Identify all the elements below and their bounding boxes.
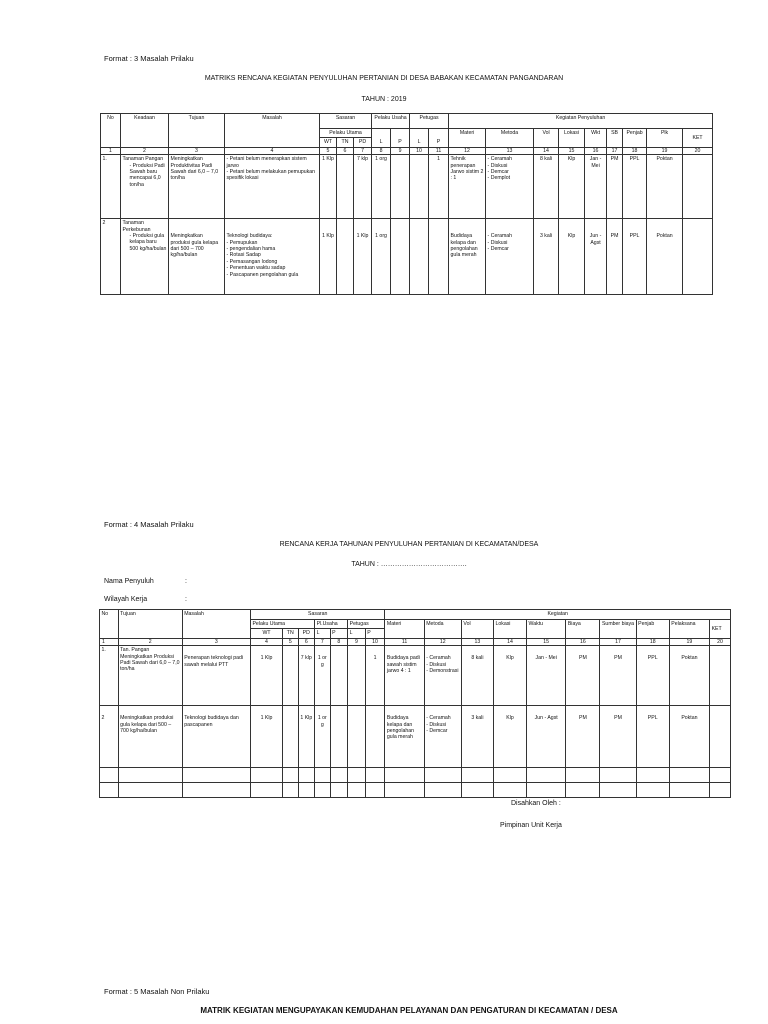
col-num: 14 — [534, 147, 559, 154]
col-num: 9 — [391, 147, 410, 154]
format-label-5: Format : 5 Masalah Non Prilaku — [104, 987, 210, 996]
cell-p — [391, 155, 410, 219]
cell-vol: 8 kali — [461, 646, 493, 706]
cell-plk: Poktan — [647, 219, 683, 295]
col-num: 3 — [169, 147, 225, 154]
cell-petugas-l — [410, 155, 429, 219]
cell-petugas-l — [410, 219, 429, 295]
nama-penyuluh-label: Nama Penyuluh — [104, 578, 154, 585]
cell-wkt: Jun - Agst — [585, 219, 607, 295]
cell-p — [330, 646, 348, 706]
col-num: 18 — [636, 638, 669, 645]
cell-p — [330, 706, 348, 768]
header-tn: TN — [337, 138, 354, 147]
matrik-title: MATRIK KEGIATAN MENGUPAYAKAN KEMUDAHAN PELAYANAN DAN PENGATURAN DI KECAMATAN / DESA — [200, 1006, 618, 1015]
header-metoda: Metoda — [424, 620, 461, 639]
col-num: 1 — [100, 638, 119, 645]
col-num: 2 — [121, 147, 169, 154]
header-plk: Plk — [647, 129, 683, 148]
pimpinan-unit-kerja: Pimpinan Unit Kerja — [500, 822, 562, 829]
cell-vol: 3 kali — [534, 219, 559, 295]
cell-petugas-p — [365, 706, 385, 768]
col-num: 5 — [283, 638, 299, 645]
cell-wt: 1 Klp — [320, 155, 337, 219]
cell-plk: Poktan — [647, 155, 683, 219]
cell-tn — [337, 155, 354, 219]
column-numbers-row — [101, 147, 713, 154]
cell-masalah: Teknologi budidaya dan pascapanen — [182, 706, 250, 768]
cell-no: 1. — [100, 646, 119, 706]
col-num: 8 — [330, 638, 348, 645]
matrix-year: TAHUN : 2019 — [361, 96, 407, 103]
wilayah-kerja-label: Wilayah Kerja — [104, 596, 148, 603]
cell-materi: Budidaya padi sawah sistim jarwo 4 : 1 — [385, 646, 424, 706]
header-lokasi: Lokasi — [493, 620, 526, 639]
cell-penjab: PPL — [636, 706, 669, 768]
cell-pd: 7 klp — [298, 646, 315, 706]
cell-no: 2 — [101, 219, 121, 295]
header-p: P — [330, 629, 348, 638]
header-p2: P — [429, 129, 449, 148]
format-label-3: Format : 3 Masalah Prilaku — [104, 54, 194, 63]
cell-pelaksana: Poktan — [669, 706, 709, 768]
cell-sb: PM — [607, 219, 623, 295]
header-sasaran: Sasaran — [320, 114, 372, 129]
col-num: 20 — [710, 638, 731, 645]
metoda-item: - Ceramah — [426, 715, 451, 722]
header-wt: WT — [320, 138, 337, 147]
cell-petugas-l — [348, 706, 366, 768]
col-num: 15 — [559, 147, 585, 154]
col-num: 17 — [607, 147, 623, 154]
cell-ket — [710, 706, 731, 768]
cell-metoda — [424, 646, 461, 706]
metoda-item: - Ceramah — [426, 655, 451, 662]
col-num: 19 — [669, 638, 709, 645]
col-num: 15 — [527, 638, 566, 645]
metoda-item: - Diskusi — [487, 162, 508, 169]
header-sb: SB — [607, 129, 623, 148]
col-num: 14 — [493, 638, 526, 645]
cell-materi: Budidaya kelapa dan pengolahan gula merah — [385, 706, 424, 768]
cell-petugas-p: 1 — [429, 155, 449, 219]
col-num: 10 — [365, 638, 385, 645]
header-petugas: Petugas — [410, 114, 449, 129]
cell-pd: 7 klp — [354, 155, 372, 219]
cell-metoda — [424, 706, 461, 768]
header-pl-usaha: Pl.Usaha — [315, 620, 348, 629]
format-label-4: Format : 4 Masalah Prilaku — [104, 520, 194, 529]
cell-sb: PM — [607, 155, 623, 219]
masalah-item: - Rotasi Sadap — [226, 252, 261, 259]
masalah-item: - Penentuan waktu sadap — [226, 265, 286, 272]
cell-wt: 1 Klp — [250, 646, 282, 706]
header-vol: Vol — [534, 129, 559, 148]
cell-wt: 1 Klp — [320, 219, 337, 295]
metoda-item: - Diskusi — [487, 239, 508, 246]
header-materi: Materi — [449, 129, 486, 148]
cell-p — [391, 219, 410, 295]
header-kegiatan: Kegiatan Penyuluhan — [449, 114, 713, 129]
cell-pelaksana: Poktan — [669, 646, 709, 706]
col-num: 9 — [348, 638, 366, 645]
col-num: 12 — [424, 638, 461, 645]
header-ket: KET — [710, 620, 731, 639]
header-tujuan: Tujuan — [169, 114, 225, 148]
matrix-table — [100, 113, 713, 295]
header-penjab: Penjab — [636, 620, 669, 639]
metoda-item: - Ceramah — [487, 233, 513, 240]
header-penjab: Penjab — [623, 129, 647, 148]
col-num: 19 — [647, 147, 683, 154]
col-num: 8 — [372, 147, 391, 154]
disahkan-oleh: Disahkan Oleh : — [511, 800, 561, 807]
cell-no: 1. — [101, 155, 121, 219]
metoda-item: - Diskusi — [426, 721, 447, 728]
cell-waktu: Jun - Agst — [527, 706, 566, 768]
rkt-table — [99, 609, 731, 798]
cell-ket — [710, 646, 731, 706]
cell-tujuan: Meningkatkan produksi gula kelapa dari 500 – 700 kg/ha/bulan — [169, 219, 225, 295]
header-sasaran: Sasaran — [250, 610, 384, 620]
col-num: 11 — [429, 147, 449, 154]
table-row — [101, 155, 713, 219]
cell-waktu: Jan - Mei — [527, 646, 566, 706]
table-row-empty — [100, 768, 731, 783]
col-num: 13 — [486, 147, 534, 154]
cell-tn — [337, 219, 354, 295]
cell-l: 1 org — [372, 155, 391, 219]
col-num: 10 — [410, 147, 429, 154]
header-p: P — [391, 129, 410, 148]
col-num: 11 — [385, 638, 424, 645]
cell-petugas-p — [429, 219, 449, 295]
header-ket: KET — [683, 129, 713, 148]
cell-pd: 1 Klp — [298, 706, 315, 768]
masalah-item: - Pemupukan — [226, 239, 258, 246]
header-masalah: Masalah — [182, 610, 250, 639]
header-no: No — [101, 114, 121, 148]
rkt-year: TAHUN : ………………………………. — [351, 561, 467, 568]
header-pd: PD — [354, 138, 372, 147]
nama-penyuluh-colon: : — [185, 578, 187, 585]
header-vol: Vol — [461, 620, 493, 639]
header-pelaku-usaha: Pelaku Usaha — [372, 114, 410, 129]
col-num: 7 — [354, 147, 372, 154]
masalah-item: - Petani belum menerapkan sistem jarwo — [226, 156, 307, 169]
header-lokasi: Lokasi — [559, 129, 585, 148]
matrix-title: MATRIKS RENCANA KEGIATAN PENYULUHAN PERTANIAN DI DESA BABAKAN KECAMATAN PANGANDARAN — [204, 75, 564, 82]
header-sumber-biaya: Sumber biaya — [600, 620, 636, 639]
header-biaya: Biaya — [566, 620, 600, 639]
cell-l: 1 or g — [315, 706, 331, 768]
metoda-item: - Ceramah — [487, 156, 513, 163]
col-num: 4 — [225, 147, 320, 154]
cell-masalah: Penerapan teknologi padi sawah melalui PTT — [182, 646, 250, 706]
cell-petugas-l — [348, 646, 366, 706]
cell-ket — [683, 155, 713, 219]
header-petugas: Petugas — [348, 620, 385, 629]
col-num: 17 — [600, 638, 636, 645]
header-tn: TN — [283, 629, 299, 638]
col-num: 20 — [683, 147, 713, 154]
cell-tujuan: Tan. Pangan Meningkatkan Produksi Padi Sawah dari 6,0 – 7,0 ton/ha — [118, 646, 182, 706]
cell-biaya: PM — [566, 706, 600, 768]
table-row-empty — [100, 783, 731, 798]
cell-ket — [683, 219, 713, 295]
table-row — [100, 646, 731, 706]
cell-lokasi: Klp — [493, 706, 526, 768]
header-tujuan: Tujuan — [118, 610, 182, 639]
col-num: 2 — [118, 638, 182, 645]
header-pelaksana: Pelaksana — [669, 620, 709, 639]
keadaan-item: - Produksi gula kelapa baru 500 kg/ha/bulan — [129, 233, 167, 252]
masalah-item: - Petani belum melakukan pemupukan spesifik lokasi — [226, 169, 316, 182]
masalah-item: - pengendalian hama — [226, 246, 276, 253]
cell-masalah — [225, 219, 320, 295]
rkt-title: RENCANA KERJA TAHUNAN PENYULUHAN PERTANIAN DI KECAMATAN/DESA — [279, 541, 539, 548]
header-keadaan: Keadaan — [121, 114, 169, 148]
header-materi: Materi — [385, 620, 424, 639]
table-row — [101, 219, 713, 295]
col-num: 6 — [337, 147, 354, 154]
col-num: 1 — [101, 147, 121, 154]
cell-vol: 8 kali — [534, 155, 559, 219]
header-pelaku-utama: Pelaku Utama — [250, 620, 314, 629]
header-waktu: Waktu — [527, 620, 566, 639]
cell-materi: Budidaya kelapa dan pengolahan gula merah — [449, 219, 486, 295]
header-l: L — [372, 129, 391, 148]
table-row — [100, 706, 731, 768]
metoda-item: - Demcar — [487, 169, 509, 176]
metoda-item: - Diskusi — [426, 661, 447, 668]
cell-l: 1 or g — [315, 646, 331, 706]
cell-lokasi: Klp — [559, 219, 585, 295]
header-l2: L — [348, 629, 366, 638]
cell-metoda — [486, 219, 534, 295]
cell-tn — [283, 706, 299, 768]
col-num: 4 — [250, 638, 282, 645]
masalah-item: - Pemasangan lodong — [226, 258, 278, 265]
col-num: 12 — [449, 147, 486, 154]
cell-sumber-biaya: PM — [600, 706, 636, 768]
col-num: 13 — [461, 638, 493, 645]
cell-penjab: PPL — [636, 646, 669, 706]
cell-tujuan: Meningkatkan Produktivitas Padi Sawah dari 6,0 – 7,0 ton/ha — [169, 155, 225, 219]
header-masalah: Masalah — [225, 114, 320, 148]
col-num: 16 — [566, 638, 600, 645]
cell-metoda — [486, 155, 534, 219]
col-num: 7 — [315, 638, 331, 645]
cell-lokasi: Klp — [493, 646, 526, 706]
cell-keadaan — [121, 155, 169, 219]
cell-keadaan — [121, 219, 169, 295]
header-wt: WT — [250, 629, 282, 638]
cell-tujuan: Meningkatkan produksi gula kelapa dari 500 – 700 kg/ha/bulan — [118, 706, 182, 768]
cell-pd: 1 Klp — [354, 219, 372, 295]
metoda-item: - Demplot — [487, 175, 511, 182]
header-l: L — [315, 629, 331, 638]
col-num: 6 — [298, 638, 315, 645]
header-kegiatan: Kegiatan — [385, 610, 731, 620]
header-pd: PD — [298, 629, 315, 638]
metoda-item: - Demcar — [426, 728, 448, 735]
metoda-item: - Demcar — [487, 246, 509, 253]
cell-tn — [283, 646, 299, 706]
header-no: No — [100, 610, 119, 639]
wilayah-kerja-colon: : — [185, 596, 187, 603]
col-num: 16 — [585, 147, 607, 154]
col-num: 5 — [320, 147, 337, 154]
cell-sumber-biaya: PM — [600, 646, 636, 706]
cell-petugas-p: 1 — [365, 646, 385, 706]
header-metoda: Metoda — [486, 129, 534, 148]
cell-penjab: PPL — [623, 219, 647, 295]
keadaan-item: - Produksi Padi Sawah baru mencapai 6,0 ton/ha — [129, 162, 165, 188]
cell-wkt: Jan - Mei — [585, 155, 607, 219]
keadaan-title: Tanaman Perkebunan — [122, 220, 151, 233]
cell-no: 2 — [100, 706, 119, 768]
cell-l: 1 org — [372, 219, 391, 295]
cell-penjab: PPL — [623, 155, 647, 219]
metoda-item: - Demonstrasi — [426, 668, 459, 675]
masalah-title: Teknologi budidaya: — [226, 233, 273, 240]
keadaan-title: Tanaman Pangan — [122, 156, 164, 163]
header-l2: L — [410, 129, 429, 148]
col-num: 18 — [623, 147, 647, 154]
header-pelaku-utama: Pelaku Utama — [320, 129, 372, 138]
cell-wt: 1 Klp — [250, 706, 282, 768]
header-p2: P — [365, 629, 385, 638]
cell-materi: Tehnik penerapan Jarwo sistim 2 : 1 — [449, 155, 486, 219]
masalah-item: - Pascapanen pengolahan gula — [226, 271, 299, 278]
cell-lokasi: Klp — [559, 155, 585, 219]
cell-biaya: PM — [566, 646, 600, 706]
cell-masalah — [225, 155, 320, 219]
cell-vol: 3 kali — [461, 706, 493, 768]
col-num: 3 — [182, 638, 250, 645]
column-numbers-row — [100, 638, 731, 645]
header-wkt: Wkt — [585, 129, 607, 148]
